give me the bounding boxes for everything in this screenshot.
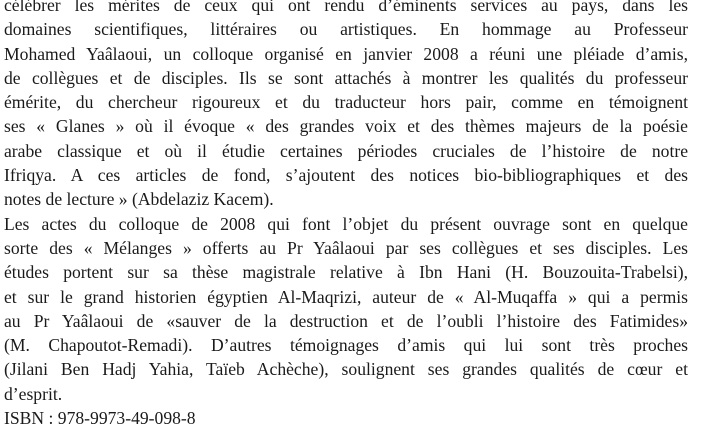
paragraph-colloquium-proceedings: [4, 212, 688, 406]
paragraph-tribute: [4, 0, 688, 212]
document-page: [4, 0, 688, 445]
text-line: domaines scientifiques, littéraires ou artistiques. En hommage au Professeur: [4, 19, 688, 40]
text-line: (Jilani Ben Hadj Yahia, Taïeb Achèche), soulignent ses grandes qualités de cœur et: [4, 359, 688, 380]
text-line: arabe classique et où il étudie certaines périodes cruciales de l’histoire de notre: [4, 140, 688, 161]
text-line: sorte des « Mélanges » offerts au Pr Yaâlaoui par ses collègues et ses disciples. Les: [4, 237, 688, 258]
text-line: Ifriqya. A ces articles de fond, s’ajoutent des notices bio-bibliographiques et des: [4, 165, 688, 186]
text-line: au Pr Yaâlaoui de «sauver de la destruction et de l’oubli l’histoire des Fatimides»: [4, 310, 688, 331]
text-line: d’esprit.: [4, 383, 63, 404]
text-line: Mohamed Yaâlaoui, un colloque organisé en janvier 2008 a réuni une pléiade d’amis,: [4, 43, 688, 64]
isbn-line: ISBN : 978-9973-49-098-8: [4, 408, 196, 429]
text-line: de collègues et de disciples. Ils se sont attachés à montrer les qualités du professeur: [4, 67, 688, 88]
text-line: ses « Glanes » où il évoque « des grandes voix et des thèmes majeurs de la poésie: [4, 116, 688, 137]
text-line: célébrer les mérites de ceux qui ont rendu d’éminents services au pays, dans les: [4, 0, 688, 15]
text-line: études portent sur sa thèse magistrale relative à Ibn Hani (H. Bouzouita-Trabelsi),: [4, 262, 688, 283]
text-line: émérite, du chercheur rigoureux et du traducteur hors pair, comme en témoignent: [4, 92, 688, 113]
text-line: (M. Chapoutot-Remadi). D’autres témoignages d’amis qui lui sont très proches: [4, 335, 688, 356]
text-line: et sur le grand historien égyptien Al-Maqrizi, auteur de « Al-Muqaffa » qui a permis: [4, 286, 688, 307]
text-line: Les actes du colloque de 2008 qui font l’objet du présent ouvrage sont en quelque: [4, 213, 688, 234]
text-line: notes de lecture » (Abdelaziz Kacem).: [4, 189, 274, 210]
